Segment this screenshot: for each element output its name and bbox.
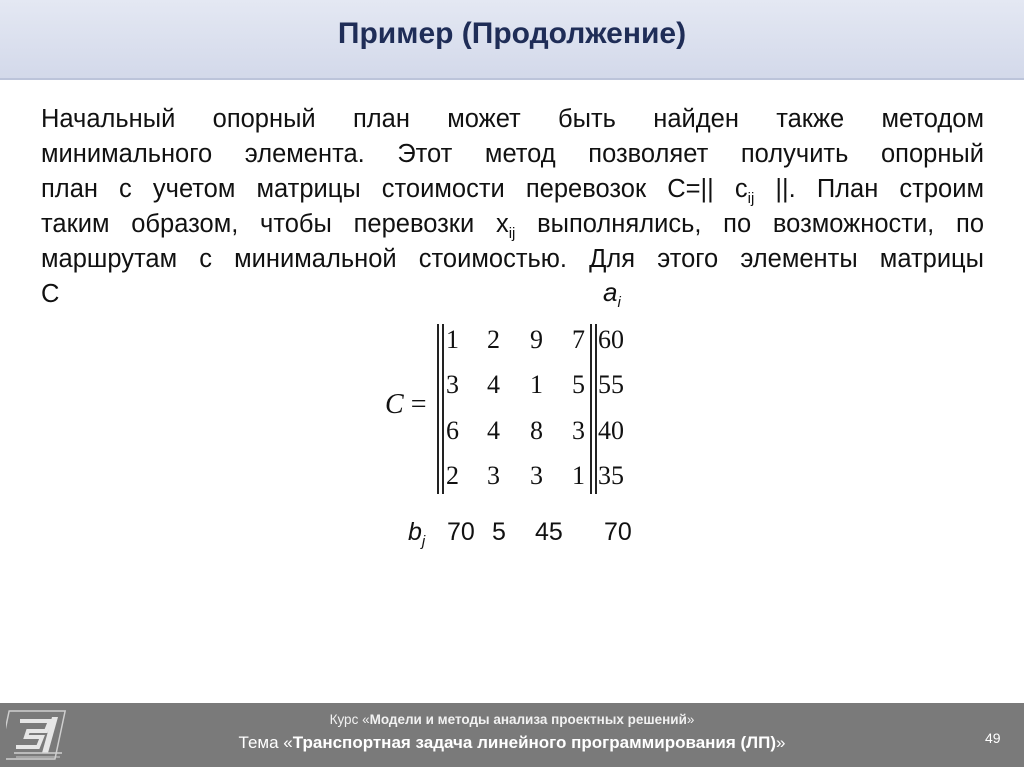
matrix-right-bar <box>595 324 597 494</box>
matrix-label: C = <box>385 389 427 420</box>
matrix-cell: 3 <box>530 461 543 490</box>
a-value: 60 <box>598 325 624 354</box>
bj-row-label: $b_j$ <box>408 518 426 550</box>
matrix-cell: 2 <box>446 461 459 490</box>
paragraph-line: Начальный опорный план может быть найден также методом <box>41 105 984 133</box>
matrix-left-bar <box>442 324 444 494</box>
matrix-left-bar <box>437 324 439 494</box>
paragraph-line: план с учетом матрицы стоимости перевозок С=|| $с_{ij}$ ||. План строим <box>41 175 984 208</box>
matrix-cell: 8 <box>530 416 543 445</box>
matrix-cell: 3 <box>572 416 585 445</box>
paragraph-line: С <box>41 280 60 308</box>
matrix-cell: 4 <box>487 370 500 399</box>
paragraph-line: таким образом, чтобы перевозки $x_{ij}$ выполнялись, по возможности, по <box>41 210 984 243</box>
matrix-cell: 1 <box>572 461 585 490</box>
matrix-cell: 1 <box>530 370 543 399</box>
matrix-cell: 5 <box>572 370 585 399</box>
matrix-right-bar <box>590 324 592 494</box>
matrix-cell: 9 <box>530 325 543 354</box>
matrix-cell: 1 <box>446 325 459 354</box>
b-value: 70 <box>604 518 632 546</box>
matrix-cell: 3 <box>446 370 459 399</box>
a-value: 55 <box>598 370 624 399</box>
b-value: 5 <box>492 518 506 546</box>
paragraph-line: маршрутам с минимальной стоимостью. Для этого элементы матрицы <box>41 245 984 273</box>
a-value: 35 <box>598 461 624 490</box>
b-value: 70 <box>447 518 475 546</box>
matrix-cell: 7 <box>572 325 585 354</box>
ai-column-label: $a_i$ <box>603 277 621 312</box>
slide-title: Пример (Продолжение) <box>337 17 687 50</box>
theme-caption: Тема «Транспортная задача линейного программирования (ЛП)» <box>238 733 786 752</box>
paragraph <box>41 102 984 312</box>
matrix-cell: 3 <box>487 461 500 490</box>
matrix-cell: 6 <box>446 416 459 445</box>
paragraph-line: минимального элемента. Этот метод позволяет получить опорный <box>41 140 984 168</box>
a-value: 40 <box>598 416 624 445</box>
matrix-cell: 4 <box>487 416 500 445</box>
course-caption: Курс «Модели и методы анализа проектных решений» <box>329 712 695 727</box>
page-number: 49 <box>985 730 1001 746</box>
b-value: 45 <box>535 518 563 546</box>
matrix-cell: 2 <box>487 325 500 354</box>
